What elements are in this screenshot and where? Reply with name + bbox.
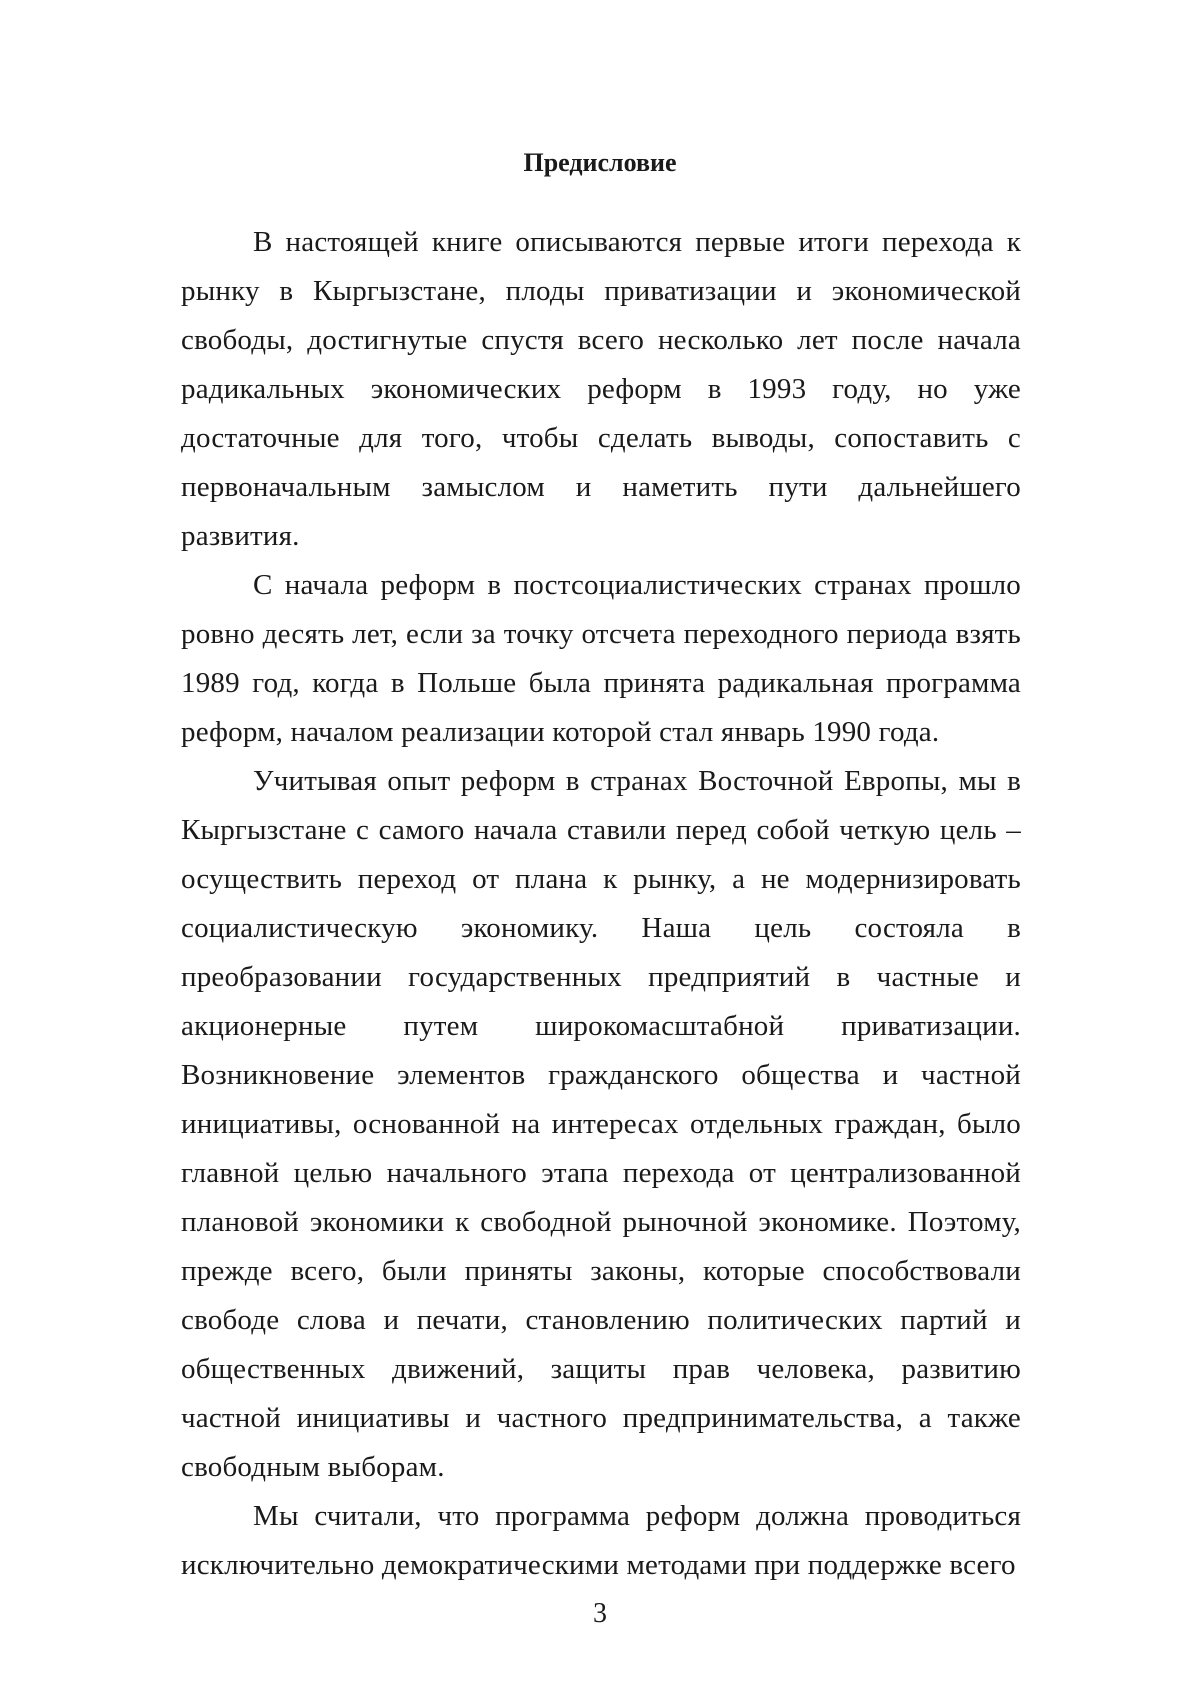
- paragraph: В настоящей книге описываются первые итоги перехода к рынку в Кыргызстане, плоды приватизации и экономической свободы, достигнутые спустя всего несколько лет после начала радикальных экономических реформ в 1993 году, но уже достаточные для того, чтобы сделать выводы, сопоставить с первоначальным замыслом и наметить пути дальнейшего развития.: [181, 226, 1021, 552]
- page-number: 3: [593, 1598, 607, 1629]
- page-title: Предисловие: [523, 148, 677, 177]
- paragraph: Мы считали, что программа реформ должна проводиться исключительно демократическими методами при поддержке всего: [181, 1500, 1021, 1581]
- paragraph: Учитывая опыт реформ в странах Восточной Европы, мы в Кыргызстане с самого начала ставили перед собой четкую цель – осуществить переход от плана к рынку, а не модернизировать социалистическую экономику. Наша цель состояла в преобразовании государственных предприятий в частные и акционерные путем широкомасштабной приватизации. Возникновение элементов гражданского общества и частной инициативы, основанной на интересах отдельных граждан, было главной целью начального этапа перехода от централизованной плановой экономики к свободной рыночной экономике. Поэтому, прежде всего, были приняты законы, которые способствовали свободе слова и печати, становлению политических партий и общественных движений, защиты прав человека, развитию частной инициативы и частного предпринимательства, а также свободным выборам.: [181, 765, 1021, 1483]
- body-text: [181, 218, 1021, 1590]
- paragraph: С начала реформ в постсоциалистических странах прошло ровно десять лет, если за точку отсчета переходного периода взять 1989 год, когда в Польше была принята радикальная программа реформ, началом реализации которой стал январь 1990 года.: [181, 569, 1021, 748]
